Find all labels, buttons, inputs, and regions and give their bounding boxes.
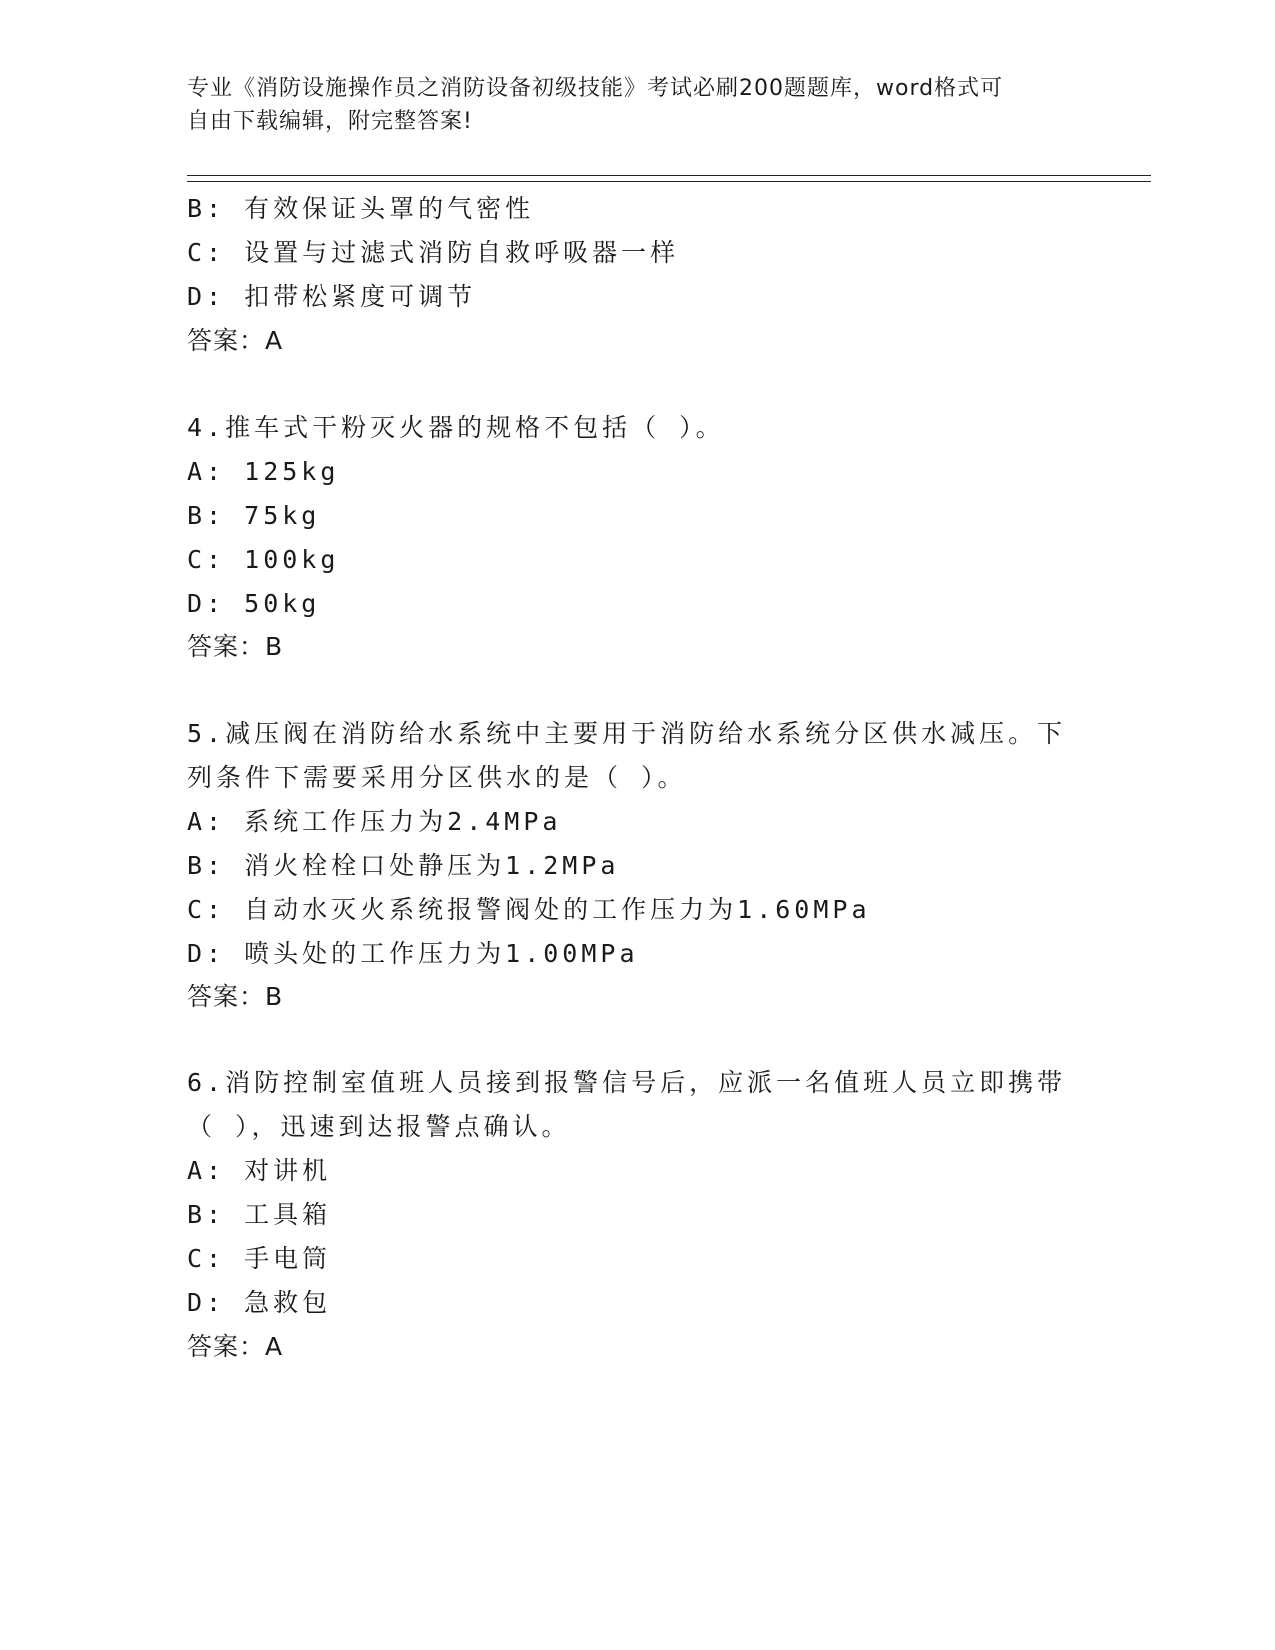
q5-option-c: C: 自动水灭火系统报警阀处的工作压力为1.60MPa — [187, 895, 871, 924]
header-divider-bottom — [187, 181, 1151, 182]
q6-option-b: B: 工具箱 — [187, 1200, 332, 1229]
q6-option-d: D: 急救包 — [187, 1288, 332, 1317]
header-divider-top — [187, 175, 1151, 176]
q4-option-d: D: 50kg — [187, 589, 321, 618]
q4-question: 4.推车式干粉灭火器的规格不包括（ ）。 — [187, 413, 725, 442]
header-title-line-1: 专业《消防设施操作员之消防设备初级技能》考试必刷200题题库，word格式可 — [187, 76, 1004, 101]
q6-question-line-1: 6.消防控制室值班人员接到报警信号后，应派一名值班人员立即携带 — [187, 1068, 1067, 1097]
q4-option-a: A: 125kg — [187, 457, 340, 486]
q3-option-d: D: 扣带松紧度可调节 — [187, 282, 477, 311]
q5-option-d: D: 喷头处的工作压力为1.00MPa — [187, 939, 639, 968]
q5-question-line-2: 列条件下需要采用分区供水的是（ ）。 — [187, 763, 687, 792]
q3-option-b: B: 有效保证头罩的气密性 — [187, 194, 535, 223]
header-title-line-2: 自由下载编辑，附完整答案! — [187, 109, 473, 134]
q4-option-b: B: 75kg — [187, 501, 321, 530]
q5-option-b: B: 消火栓栓口处静压为1.2MPa — [187, 851, 620, 880]
document-header — [187, 72, 1067, 138]
q6-option-a: A: 对讲机 — [187, 1156, 332, 1185]
q6-question-line-2: （ ），迅速到达报警点确认。 — [187, 1112, 571, 1141]
q3-answer: 答案：A — [187, 326, 284, 355]
q6-answer: 答案：A — [187, 1332, 284, 1361]
q5-option-a: A: 系统工作压力为2.4MPa — [187, 807, 562, 836]
q4-answer: 答案：B — [187, 632, 284, 661]
q6-option-c: C: 手电筒 — [187, 1244, 332, 1273]
q5-answer: 答案：B — [187, 982, 284, 1011]
q4-option-c: C: 100kg — [187, 545, 340, 574]
q3-option-c: C: 设置与过滤式消防自救呼吸器一样 — [187, 238, 680, 267]
q5-question-line-1: 5.减压阀在消防给水系统中主要用于消防给水系统分区供水减压。下 — [187, 719, 1067, 748]
